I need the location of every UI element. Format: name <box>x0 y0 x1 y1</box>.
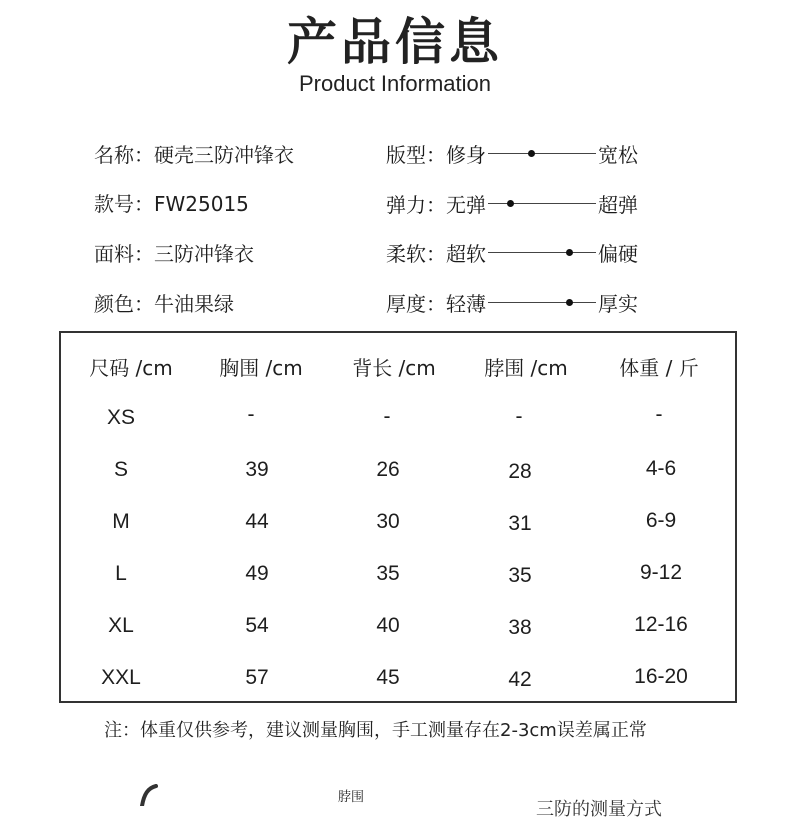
scale-thickness-track <box>488 302 596 303</box>
table-cell: 31 <box>508 512 532 535</box>
scale-elastic-right: 超弹 <box>598 193 638 217</box>
table-cell: 45 <box>376 666 400 689</box>
table-header-chest: 胸围 /cm <box>219 356 303 380</box>
page-subtitle: Product Information <box>299 71 491 96</box>
table-cell: 12-16 <box>634 613 688 636</box>
table-cell: XXL <box>101 666 141 689</box>
scale-softness-marker <box>566 249 573 256</box>
table-cell: - <box>515 405 523 428</box>
scale-softness-right: 偏硬 <box>598 242 638 266</box>
table-cell: XL <box>108 614 134 637</box>
table-cell: 26 <box>376 458 400 481</box>
table-cell: 57 <box>245 666 269 689</box>
scale-fit <box>386 139 638 168</box>
table-cell: XS <box>106 406 135 429</box>
table-cell: - <box>655 403 663 426</box>
table-cell: 35 <box>376 562 400 585</box>
scale-elastic-track <box>488 203 596 204</box>
size-note: 注：体重仅供参考，建议测量胸围，手工测量存在2-3cm误差属正常 <box>104 720 647 741</box>
table-cell: 54 <box>245 614 269 637</box>
scale-fit-label: 版型：修身 <box>386 143 486 167</box>
scale-thickness-label: 厚度：轻薄 <box>386 292 486 316</box>
table-cell: 16-20 <box>634 665 688 688</box>
table-header-neck: 脖围 /cm <box>484 356 568 380</box>
scale-thickness-right: 厚实 <box>598 292 638 316</box>
table-cell: 9-12 <box>639 561 683 584</box>
table-cell: 42 <box>508 668 532 691</box>
table-cell: M <box>112 510 130 533</box>
scale-fit-track <box>488 153 596 154</box>
measure-method-text: 三防的测量方式 <box>536 799 662 820</box>
size-table <box>59 331 737 703</box>
table-cell: 39 <box>245 458 269 481</box>
scale-thickness <box>386 288 638 317</box>
table-cell: 40 <box>376 614 400 637</box>
table-cell: 30 <box>376 510 400 533</box>
scale-elastic-marker <box>507 200 514 207</box>
scale-softness-track <box>488 252 596 253</box>
neck-label: 脖围 <box>338 790 365 805</box>
scale-fit-marker <box>528 150 535 157</box>
scale-elastic-label: 弹力：无弹 <box>386 193 486 217</box>
page-title: 产品信息 <box>287 13 503 71</box>
scale-softness <box>386 238 638 267</box>
info-style-no: 款号：FW25015 <box>94 192 249 216</box>
table-cell: 44 <box>245 510 269 533</box>
table-header-size: 尺码 /cm <box>89 356 173 380</box>
table-cell: 4-6 <box>645 457 677 480</box>
scale-softness-label: 柔软：超软 <box>386 242 486 266</box>
scale-elastic <box>386 189 638 218</box>
table-cell: 28 <box>508 460 532 483</box>
info-fabric: 面料：三防冲锋衣 <box>94 242 254 266</box>
table-header-back: 背长 /cm <box>352 356 436 380</box>
info-color: 颜色：牛油果绿 <box>94 292 234 316</box>
table-cell: 6-9 <box>645 509 677 532</box>
table-cell: - <box>247 403 255 426</box>
table-cell: 38 <box>508 616 532 639</box>
info-name: 名称：硬壳三防冲锋衣 <box>94 143 294 167</box>
table-cell: - <box>383 405 391 428</box>
table-header-weight: 体重 / 斤 <box>619 356 699 380</box>
table-cell: L <box>115 562 127 585</box>
scale-thickness-marker <box>566 299 573 306</box>
table-cell: 49 <box>245 562 269 585</box>
table-cell: 35 <box>508 564 532 587</box>
scale-fit-right: 宽松 <box>598 143 638 167</box>
table-cell: S <box>113 458 128 481</box>
